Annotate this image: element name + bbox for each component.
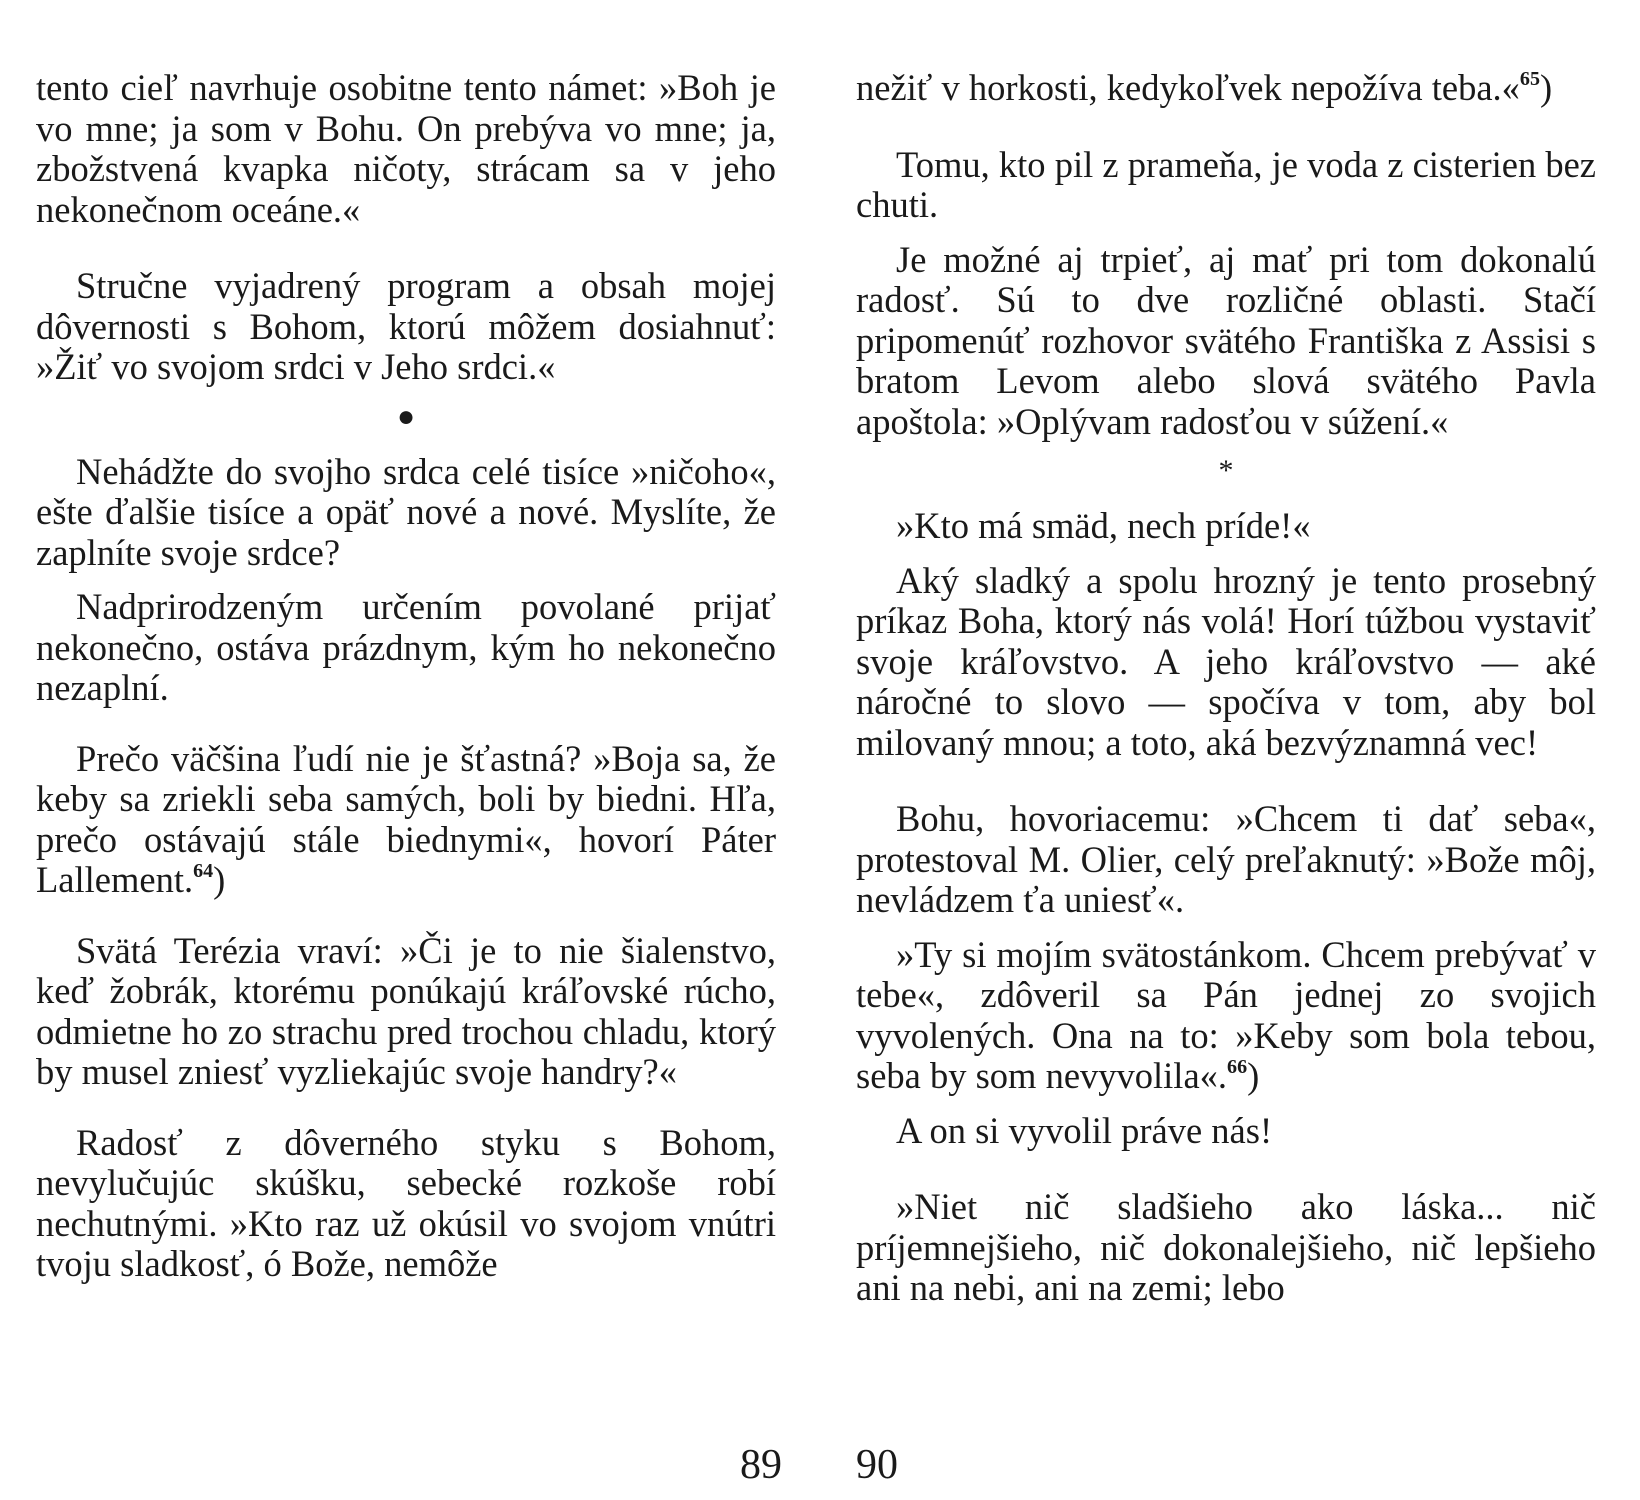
section-separator: ● (396, 399, 416, 433)
left-page (30, 0, 790, 1500)
footnote-marker: 64 (193, 859, 214, 882)
page-number: 90 (856, 1442, 898, 1488)
paragraph-text: nežiť v horkosti, kedykoľvek nepožíva teba.« (856, 67, 1520, 108)
paragraph: Stručne vyjadrený program a obsah mojej dôvernosti s Bohom, ktorú môžem dosiahnuť: »Žiť vo svojom srdci v Jeho srdci.« (36, 265, 776, 387)
paragraph-text: »Ty si mojím svätostánkom. Chcem prebývať v tebe«, zdôveril sa Pán jednej zo svojich vyvolených. Ona na to: »Keby som bola tebou, seba by som nevyvolila«. (856, 933, 1596, 1096)
right-text-column (856, 68, 1596, 1309)
left-text-column (36, 68, 776, 1285)
paragraph: A on si vyvolil práve nás! (896, 1109, 1273, 1151)
right-page (850, 0, 1610, 1500)
paragraph: tento cieľ navrhuje osobitne tento námet: »Boh je vo mne; ja som v Bohu. On prebýva vo mne; ja, zbožstvená kvapka ničoty, strácam sa v jeho nekonečnom oceáne.« (36, 67, 776, 230)
paragraph: Bohu, hovoriacemu: »Chcem ti dať seba«, protestoval M. Olier, celý preľaknutý: »Bože môj, nevládzem ťa uniesť«. (856, 798, 1596, 920)
paragraph: »Ty si mojím svätostánkom. Chcem prebývať v tebe«, zdôveril sa Pán jednej zo svojich vyvolených. Ona na to: »Keby som bola tebou, seba by som nevyvolila«.$^{66}$) (856, 933, 1596, 1096)
paragraph: Prečo väčšina ľudí nie je šťastná? »Boja sa, že keby sa zriekli seba samých, boli by biedni. Hľa, prečo ostávajú stále biednymi«, hovorí Páter Lallement.$^{64}$) (36, 737, 776, 900)
paragraph: Nehádžte do svojho srdca celé tisíce »ničoho«, ešte ďalšie tisíce a opäť nové a nové. Myslíte, že zaplníte svoje srdce? (36, 450, 776, 573)
paragraph-text: Prečo väčšina ľudí nie je šťastná? »Boja sa, že keby sa zriekli seba samých, boli by biedni. Hľa, prečo ostávajú stále biednymi«, hovorí Páter Lallement. (36, 737, 776, 900)
paragraph: Aký sladký a spolu hrozný je tento prosebný príkaz Boha, ktorý nás volá! Horí túžbou vystaviť svoje kráľovstvo. A jeho kráľovstvo — aké náročné to slovo — spočíva v tom, aby bol milovaný mnou; a toto, aká bezvýznamná vec! (856, 559, 1596, 763)
page-number: 89 (740, 1442, 782, 1488)
footnote-marker: 65 (1519, 67, 1540, 90)
paragraph: nežiť v horkosti, kedykoľvek nepožíva teba.«$^{65}$) (856, 67, 1553, 108)
paragraph: Nadprirodzeným určením povolané prijať nekonečno, ostáva prázdnym, kým ho nekonečno nezaplní. (36, 586, 776, 708)
paragraph: Tomu, kto pil z prameňa, je voda z cisterien bez chuti. (856, 143, 1596, 225)
paragraph: »Kto má smäd, nech príde!« (896, 505, 1311, 546)
paragraph: »Niet nič sladšieho ako láska... nič príjemnejšieho, nič dokonalejšieho, nič lepšieho ani na nebi, ani na zemi; lebo (856, 1186, 1596, 1308)
footnote-marker: 66 (1227, 1055, 1248, 1078)
paragraph: Svätá Terézia vraví: »Či je to nie šialenstvo, keď žobrák, ktorému ponúkajú kráľovské rúcho, odmietne ho zo strachu pred trochou chladu, ktorý by musel zniesť vyzliekajúc svoje handry?« (36, 929, 776, 1092)
paragraph: Je možné aj trpieť, aj mať pri tom dokonalú radosť. Sú to dve rozličné oblasti. Stačí pripomenúť rozhovor svätého Františka z Assisi s bratom Levom alebo slová svätého Pavla apoštola: »Oplývam radosťou v súžení.« (856, 238, 1596, 442)
section-separator: * (1218, 454, 1234, 487)
paragraph: Radosť z dôverného styku s Bohom, nevylučujúc skúšku, sebecké rozkoše robí nechutnými. »Kto raz už okúsil vo svojom vnútri tvoju sladkosť, ó Bože, nemôže (36, 1121, 776, 1284)
